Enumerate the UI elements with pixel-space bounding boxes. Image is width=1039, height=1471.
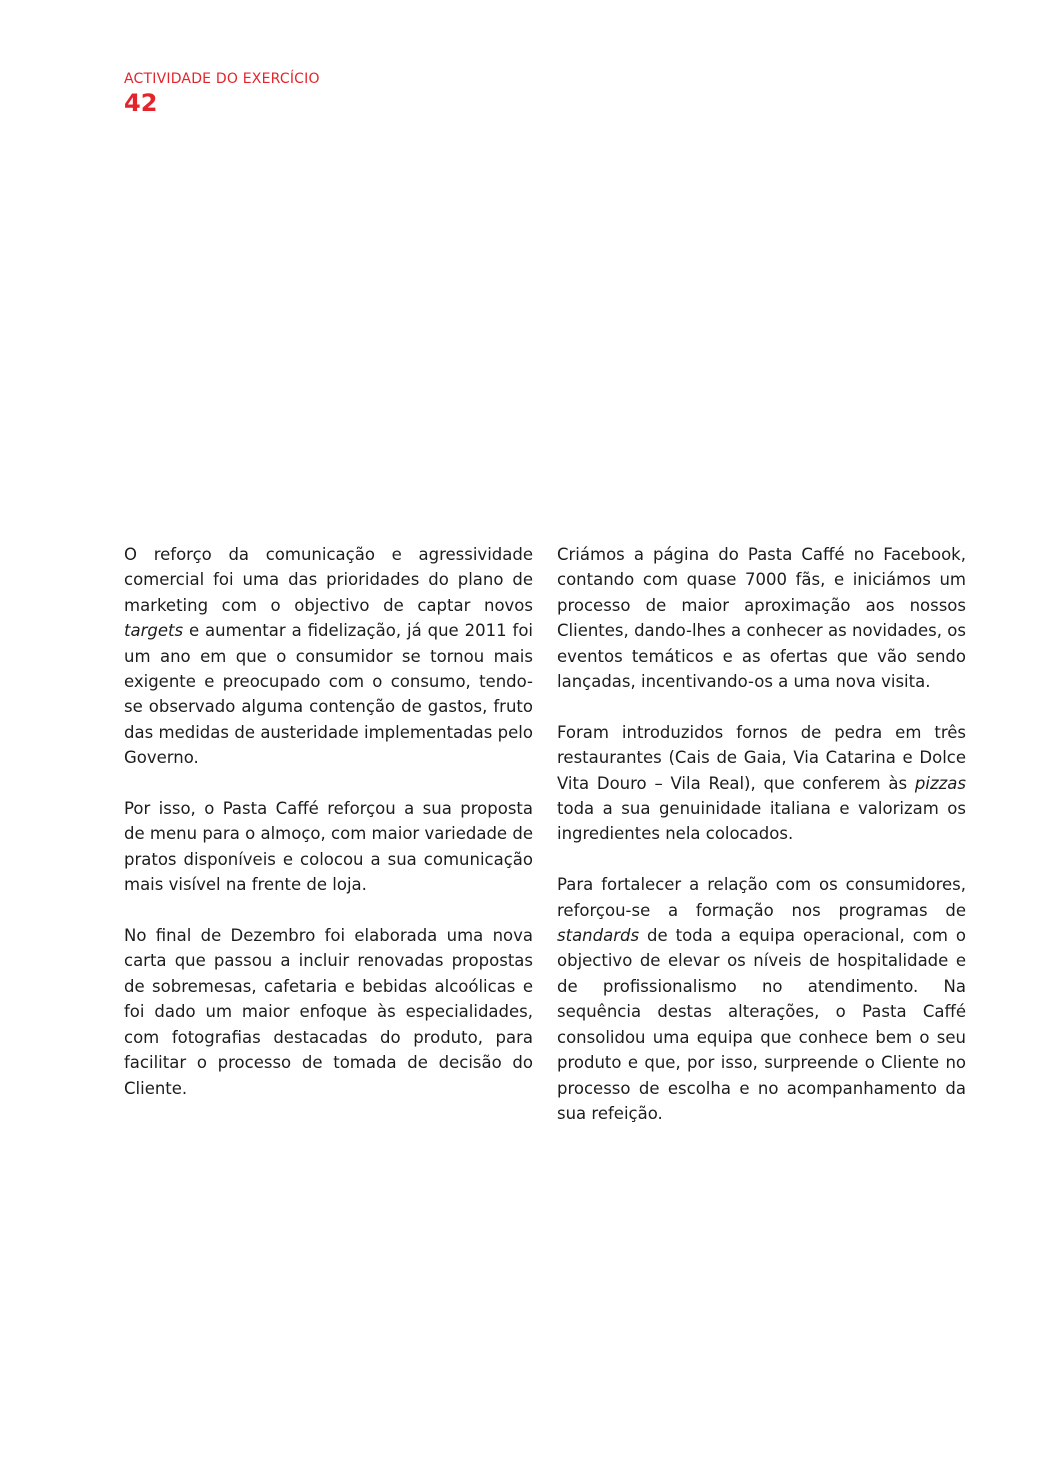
paragraph-text: toda a sua genuinidade italiana e valorizam os ingredientes nela colocados. <box>557 799 966 844</box>
section-title: ACTIVIDADE DO EXERCÍCIO <box>124 71 320 87</box>
emphasis-text: standards <box>557 926 640 946</box>
paragraph-text: e aumentar a fidelização, já que 2011 foi um ano em que o consumidor se tornou mais exigente e preocupado com o consumo, tendo-se observado alguma contenção de gastos, fruto das medidas de austeridade implementadas pelo Governo. <box>124 621 533 768</box>
paragraph-text: Foram introduzidos fornos de pedra em três restaurantes (Cais de Gaia, Via Catarina e Dolce Vita Douro – Vila Real), que conferem às <box>557 722 966 793</box>
left-text-column <box>124 542 533 1101</box>
paragraph <box>557 720 966 847</box>
emphasis-text: targets <box>124 621 184 641</box>
page-header <box>124 70 320 117</box>
paragraph: Por isso, o Pasta Caffé reforçou a sua proposta de menu para o almoço, com maior variedade de pratos disponíveis e colocou a sua comunicação mais visível na frente de loja. <box>124 799 533 895</box>
right-text-column <box>557 542 966 1126</box>
emphasis-text: pizzas <box>914 773 966 793</box>
paragraph-text: O reforço da comunicação e agressividade comercial foi uma das prioridades do plano de marketing com o objectivo de captar novos <box>124 545 533 615</box>
paragraph-text: Para fortalecer a relação com os consumidores, reforçou-se a formação nos programas de <box>557 875 966 920</box>
paragraph: No final de Dezembro foi elaborada uma nova carta que passou a incluir renovadas propostas de sobremesas, cafetaria e bebidas alcoólicas e foi dado um maior enfoque às especialidades, com fotografias destacadas do produto, para facilitar o processo de tomada de decisão do Cliente. <box>124 926 533 1098</box>
paragraph <box>557 872 966 1126</box>
page-number: 42 <box>124 89 158 117</box>
paragraph <box>124 542 533 771</box>
paragraph-text: de toda a equipa operacional, com o objectivo de elevar os níveis de hospitalidade e de profissionalismo no atendimento. Na sequência destas alterações, o Pasta Caffé consolidou uma equipa que conhece bem o seu produto e que, por isso, surpreende o Cliente no processo de escolha e no acompanhamento da sua refeição. <box>557 926 966 1123</box>
paragraph: Criámos a página do Pasta Caffé no Facebook, contando com quase 7000 fãs, e iniciámos um processo de maior aproximação aos nossos Clientes, dando-lhes a conhecer as novidades, os eventos temáticos e as ofertas que vão sendo lançadas, incentivando-os a uma nova visita. <box>557 545 966 692</box>
